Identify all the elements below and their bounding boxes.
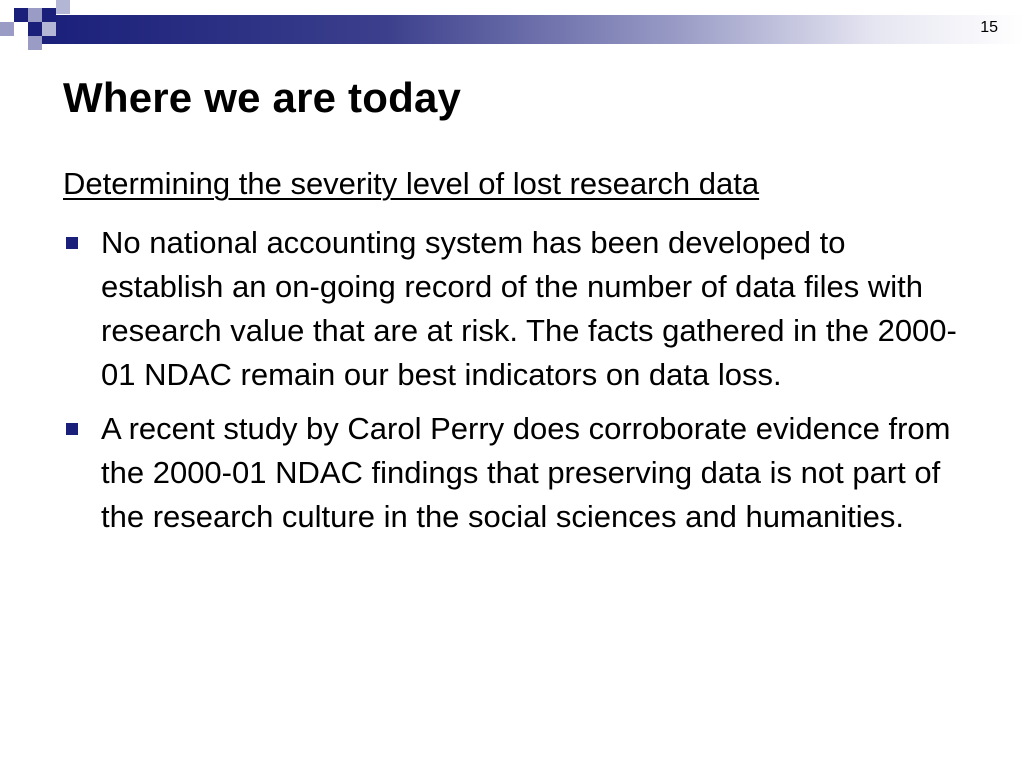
bullet-list [63,221,963,549]
square-light-2 [56,0,70,14]
bullet-text: A recent study by Carol Perry does corroborate evidence from the 2000-01 NDAC findings that preserving data is not part of the research culture in the social sciences and humanities. [101,411,951,534]
square-dark-3 [28,22,42,36]
square-dark-2 [42,8,56,22]
header-gradient-bar [40,15,1024,44]
square-light-5 [28,36,42,50]
square-light-3 [0,22,14,36]
bullet-item [63,407,963,539]
square-bullet-icon [66,423,78,435]
decorative-squares-logo [0,0,80,62]
slide-number: 15 [980,19,998,36]
slide-subheading: Determining the severity level of lost research data [63,166,760,201]
bullet-text: No national accounting system has been developed to establish an on-going record of the number of data files with research value that are at risk. The facts gathered in the 2000-01 NDAC remain our best indicators on data loss. [101,225,957,392]
square-light-1 [28,8,42,22]
square-light-4 [42,22,56,36]
square-bullet-icon [66,237,78,249]
slide-title: Where we are today [63,74,462,121]
bullet-item [63,221,963,397]
square-dark-1 [14,8,28,22]
